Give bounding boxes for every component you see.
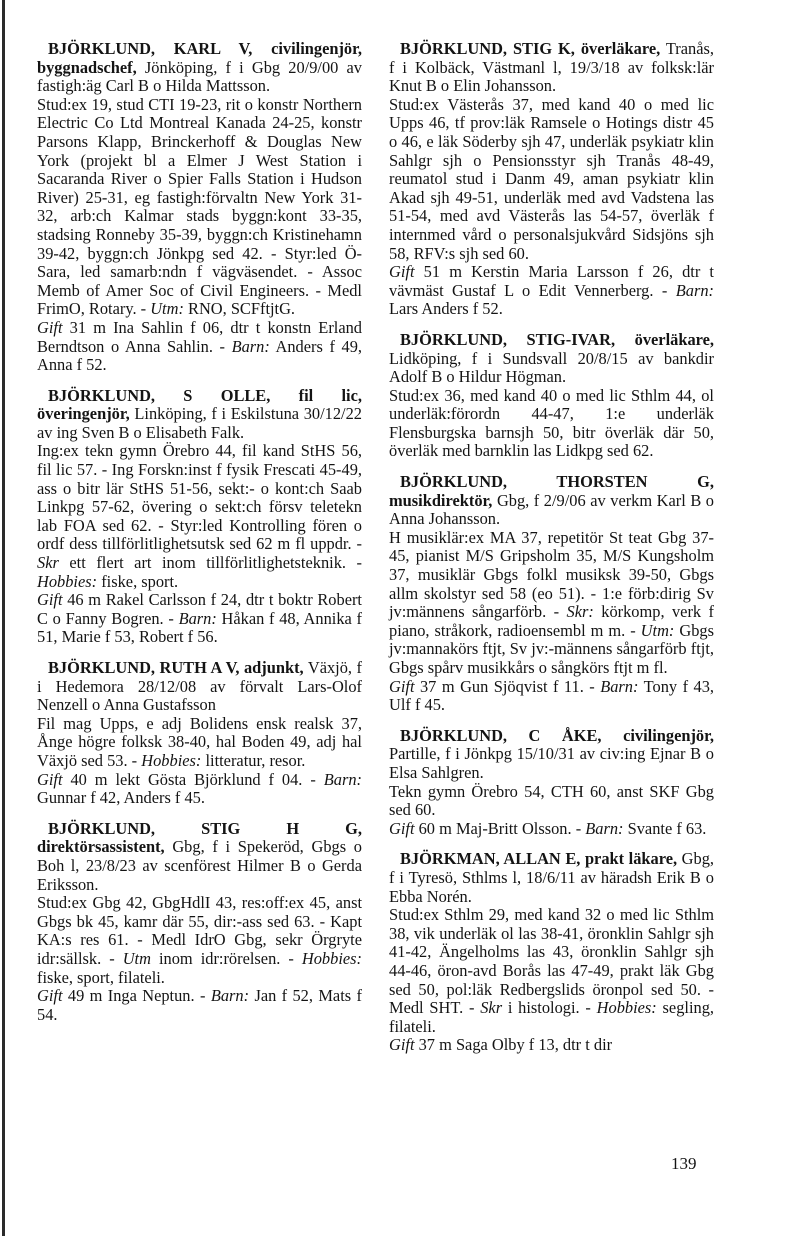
- entry-title: musikdirektör,: [389, 490, 493, 510]
- entry-name: BJÖRKLUND, S OLLE,: [48, 385, 271, 405]
- entry-header: [389, 40, 714, 96]
- gift-label: Gift: [389, 818, 415, 838]
- entry-career: Tekn gymn Örebro 54, CTH 60, anst SKF Gbg sed 60.: [389, 781, 714, 820]
- page-edge-line: [2, 0, 5, 1236]
- barn-label: Barn:: [675, 280, 714, 300]
- entry-career: H musiklär:ex MA 37, repetitör St teat Gbg 37-45, pianist M/S Gripsholm 35, M/S Kungsholm 37, musiklär Gbgs folkl musiksk 39-50, Gbgs allm skolstyr sed 58 (eo 51). - 1:e förb:dirig Sv jv:männens sångarförb. - Skr: körkomp, verk f piano, stråkork, radioensembl m m. - Utm: Gbgs jv:mannakörs ftjt, Sv jv:-männens sångarförb ftjt, Gbgs spårv musikkårs o sångkörs ftjt m fl.: [389, 527, 714, 677]
- entry-name: BJÖRKLUND, STIG-IVAR,: [400, 329, 616, 349]
- gift-label: Gift: [37, 986, 63, 1006]
- gift-label: Gift: [389, 1035, 415, 1055]
- entry-intro: Gbg, f i Tyresö, Sthlms l, 18/6/11 av häradsh Erik B o Ebba Norén.: [389, 849, 714, 906]
- entry-intro: Växjö, f i Hedemora 28/12/08 av förvalt Lars-Olof Nenzell o Anna Gustafsson: [37, 658, 362, 715]
- entry-family: Gift 49 m Inga Neptun. - Barn: Jan f 52, Mats f 54.: [37, 986, 362, 1024]
- entry-c-ake-bjorklund: [389, 727, 714, 839]
- hobbies-label: Hobbies:: [301, 948, 362, 968]
- entry-allan-e-bjorkman: [389, 850, 714, 1055]
- entry-intro: Tranås, f i Kolbäck, Västmanl l, 19/3/18 av folksk:lär Knut B o Elin Johansson.: [389, 39, 714, 96]
- gift-label: Gift: [37, 769, 63, 789]
- skr-label: Skr: [480, 998, 503, 1018]
- entry-name: BJÖRKLUND, C ÅKE,: [400, 725, 602, 745]
- entry-career: Stud:ex Sthlm 29, med kand 32 o med lic Sthlm 38, vik underläk ol las 38-41, öronklin Sahlgr sjh 41-42, Ängelholms las 43, öronklin Sahlgr sjh 44-46, öron-avd Borås las 47-49, prakt läk Gbg sed 50, pol:läk Redbergslids öronpol sed 50. - Medl SHT. - Skr i histologi. - Hobbies: segling, filateli.: [389, 905, 714, 1036]
- entry-title: prakt läkare,: [584, 849, 678, 869]
- entry-career: Stud:ex 19, stud CTI 19-23, rit o konstr Northern Electric Co Ltd Montreal Kanada 24-25, konstr Parsons Klapp, Brinckerhoff & Douglas New York (projekt bl a Elmer J West Station i Sacaranda River o Spier Falls Station i Hudson River) 25-31, eg fastigh:förvaltn New York 31-32, arb:ch Kalmar stads byggn:kont 33-35, stadsing Ronneby 35-39, byggn:ch Kristinehamn 39-42, byggn:ch Jönkpg sed 42. - Styr:led Ö-Sara, led samarb:ndn f vägväsendet. - Assoc Memb of Amer Soc of Civil Engineers. - Medl FrimO, Rotary. - Utm: RNO, SCFftjtG.: [37, 94, 362, 319]
- barn-label: Barn:: [585, 818, 624, 838]
- entry-title: fil lic, överingenjör,: [37, 385, 362, 424]
- skr-label: Skr: [37, 553, 59, 573]
- entry-header: [37, 820, 362, 894]
- entry-header: [389, 473, 714, 529]
- utm-label: Utm:: [150, 299, 184, 319]
- entry-s-olle-bjorklund: [37, 387, 362, 647]
- entry-name: BJÖRKLUND, RUTH A V,: [48, 658, 240, 677]
- entry-name: BJÖRKLUND, THORSTEN G,: [400, 472, 714, 492]
- gift-label: Gift: [37, 590, 63, 610]
- gift-label: Gift: [389, 262, 415, 282]
- entry-career: Fil mag Upps, e adj Bolidens ensk realsk 37, Ånge högre folksk 38-40, hal Boden 49, adj hal Växjö sed 53. - Hobbies: litteratur, resor.: [37, 713, 362, 770]
- skr-label: Skr:: [566, 602, 594, 622]
- hobbies-label: Hobbies:: [596, 998, 657, 1018]
- entry-title: överläkare,: [634, 329, 714, 349]
- entry-header: [389, 331, 714, 387]
- left-column: [37, 40, 362, 1036]
- entry-family: Gift 40 m lekt Gösta Björklund f 04. - Barn: Gunnar f 42, Anders f 45.: [37, 769, 362, 808]
- entry-title: direktörsassistent,: [37, 837, 165, 857]
- entry-intro: Gbg, f 2/9/06 av verkm Karl B o Anna Johansson.: [389, 490, 714, 529]
- right-column: [389, 40, 714, 1067]
- entry-stig-h-g-bjorklund: [37, 820, 362, 1025]
- entry-name: BJÖRKMAN, ALLAN E,: [400, 849, 581, 869]
- entry-intro: Gbg, f i Spekeröd, Gbgs o Boh l, 23/8/23 av scenförest Hilmer B o Gerda Eriksson.: [37, 837, 362, 894]
- entry-header: [37, 387, 362, 443]
- entry-name: BJÖRKLUND, STIG H G,: [48, 818, 362, 838]
- entry-title: överläkare,: [580, 39, 661, 58]
- entry-family: Gift 60 m Maj-Britt Olsson. - Barn: Svante f 63.: [389, 818, 707, 838]
- entry-stig-ivar-bjorklund: [389, 331, 714, 461]
- entry-thorsten-g-bjorklund: [389, 473, 714, 715]
- barn-label: Barn:: [323, 769, 362, 789]
- barn-label: Barn:: [231, 336, 270, 356]
- entry-header: [389, 727, 714, 783]
- entry-header: [37, 659, 362, 715]
- entry-title: civilingenjör, byggnadschef,: [37, 39, 362, 77]
- entry-intro: Partille, f i Jönkpg 15/10/31 av civ:ing Ejnar B o Elsa Sahlgren.: [389, 744, 714, 782]
- entry-title: adjunkt,: [243, 658, 304, 677]
- entry-header: [389, 850, 714, 906]
- entry-career: Ing:ex tekn gymn Örebro 44, fil kand StHS 56, fil lic 57. - Ing Forskn:inst f fysik Frescati 45-49, ass o bitr lär StHS 51-56, sekt:- o kont:ch Saab Linkpg 57-62, övering o sekt:ch försv teletekn lab FOA sed 62. - Styr:led Kontrolling fören o ordf dess tillförlitlighetsutsk sed 62 m fl uppdr. - Skr ett flert art inom tillförlitlighetsteknik. - Hobbies: fiske, sport.: [37, 441, 362, 591]
- entry-family: Gift 37 m Saga Olby f 13, dtr t dir: [389, 1035, 613, 1055]
- entry-stig-k-bjorklund: [389, 40, 714, 319]
- entry-header: [37, 40, 362, 96]
- entry-family: Gift 46 m Rakel Carlsson f 24, dtr t boktr Robert C o Fanny Bogren. - Barn: Håkan f 48, Annika f 51, Marie f 53, Robert f 56.: [37, 590, 362, 647]
- gift-label: Gift: [37, 317, 63, 337]
- entry-career: Stud:ex 36, med kand 40 o med lic Sthlm 44, ol underläk:förordn 44-47, 1:e underläk Flensburgska barnsjh 50, bitr överläk där 50, överläk med barnklin las Lidkpg sed 62.: [389, 385, 714, 461]
- entry-name: BJÖRKLUND, STIG K,: [400, 39, 575, 58]
- utm-label: Utm: [122, 948, 151, 968]
- entry-family: Gift 37 m Gun Sjöqvist f 11. - Barn: Tony f 43, Ulf f 45.: [389, 676, 714, 715]
- entry-career: Stud:ex Västerås 37, med kand 40 o med lic Upps 46, tf prov:läk Ramsele o Hotings distr 45 o 46, e läk Söderby sjh 47, underläk psykiatr klin Sahlgr sjh o Pensionsstyr sjh Tranås 48-49, reumatol stud i Danm 49, aman psykiatr klin Akad sjh 49-51, underläk med avd Vadstena las 51-54, med avd Västerås las 54-57, överläk f internmed vård o personalsjukvård Sidsjöns sjh 58, RFV:s sjh sed 60.: [389, 94, 714, 263]
- entry-ruth-a-v-bjorklund: [37, 659, 362, 808]
- entry-title: civilingenjör,: [623, 725, 714, 745]
- gift-label: Gift: [389, 676, 415, 696]
- entry-karl-v-bjorklund: [37, 40, 362, 375]
- utm-label: Utm:: [640, 620, 675, 640]
- entry-intro: Linköping, f i Eskilstuna 30/12/22 av ing Sven B o Elisabeth Falk.: [37, 404, 362, 442]
- barn-label: Barn:: [210, 986, 250, 1006]
- barn-label: Barn:: [600, 676, 639, 696]
- entry-name: BJÖRKLUND, KARL V,: [48, 39, 253, 58]
- page-number: 139: [671, 1154, 697, 1173]
- hobbies-label: Hobbies:: [37, 571, 98, 591]
- entry-intro: Jönköping, f i Gbg 20/9/00 av fastigh:äg Carl B o Hilda Mattsson.: [37, 57, 362, 96]
- entry-intro: Lidköping, f i Sundsvall 20/8/15 av bankdir Adolf B o Hildur Högman.: [389, 348, 714, 387]
- barn-label: Barn:: [178, 608, 217, 628]
- entry-family: Gift 51 m Kerstin Maria Larsson f 26, dtr t vävmäst Gustaf L o Edit Vennerberg. - Barn: Lars Anders f 52.: [389, 262, 714, 319]
- entry-career: Stud:ex Gbg 42, GbgHdlI 43, res:off:ex 45, anst Gbgs bk 45, kamr där 55, dir:-ass sed 63. - Kapt KA:s res 61. - Medl IdrO Gbg, sekr Örgryte idr:sällsk. - Utm inom idr:rörelsen. - Hobbies: fiske, sport, filateli.: [37, 893, 362, 987]
- hobbies-label: Hobbies:: [141, 750, 202, 770]
- entry-family: Gift 31 m Ina Sahlin f 06, dtr t konstn Erland Berndtson o Anna Sahlin. - Barn: Anders f 49, Anna f 52.: [37, 317, 362, 375]
